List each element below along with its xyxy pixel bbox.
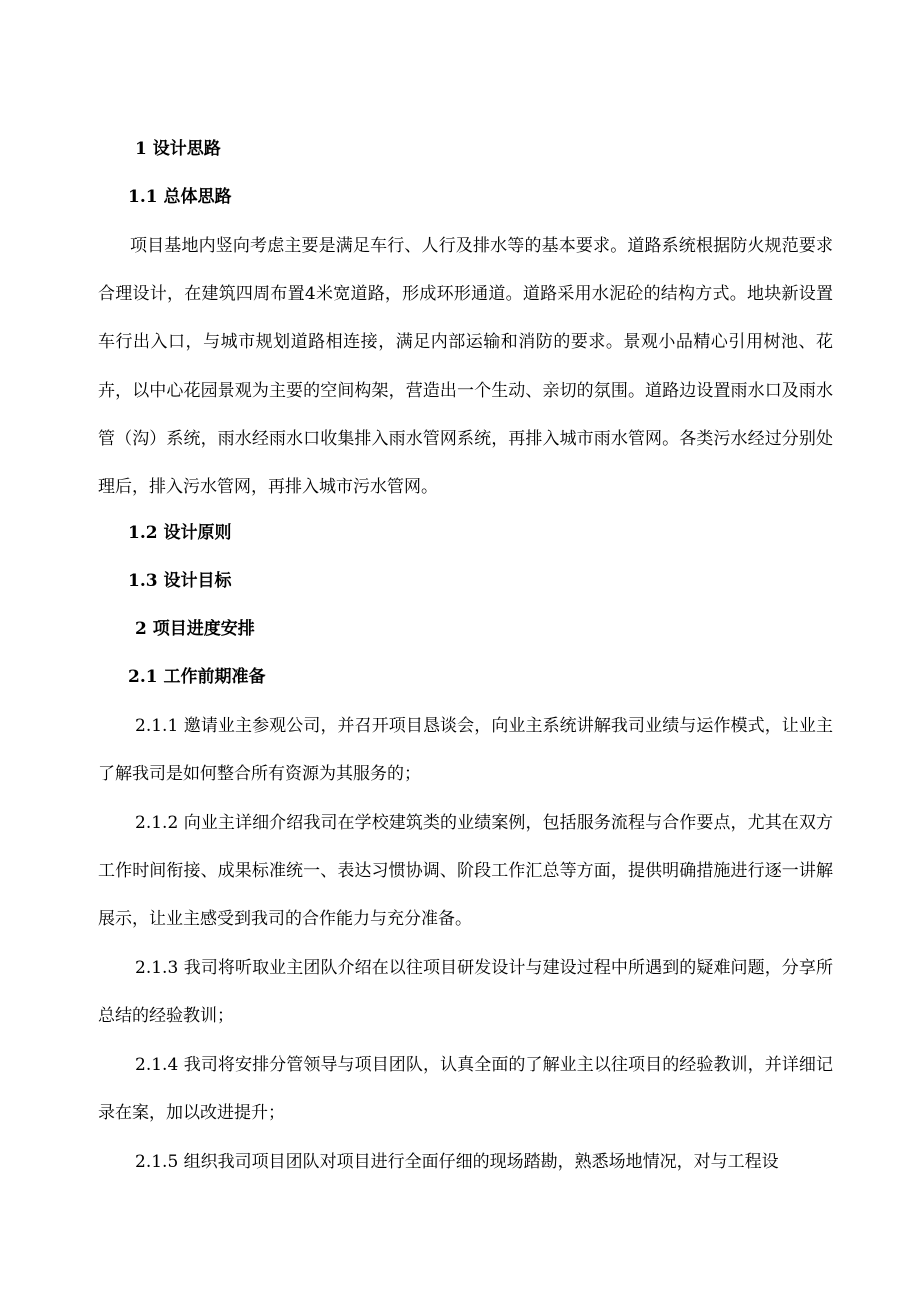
list-item: 2.1.3 我司将听取业主团队介绍在以往项目研发设计与建设过程中所遇到的疑难问题，分享所总结的经验教训； — [98, 958, 833, 1027]
heading-1-3-design-goals: 1.3 设计目标 — [128, 571, 232, 591]
heading-1-2-design-principles: 1.2 设计原则 — [128, 523, 232, 543]
heading-1-design-approach: 1 设计思路 — [135, 139, 221, 159]
heading-1-1-overall-approach: 1.1 总体思路 — [128, 187, 232, 207]
paragraph-overall-approach: 项目基地内竖向考虑主要是满足车行、人行及排水等的基本要求。道路系统根据防火规范要求合理设计，在建筑四周布置4米宽道路，形成环形通道。道路采用水泥砼的结构方式。地块新设置车行出入口，与城市规划道路相连接，满足内部运输和消防的要求。景观小品精心引用树池、花卉，以中心花园景观为主要的空间构架，营造出一个生动、亲切的氛围。道路边设置雨水口及雨水管（沟）系统，雨水经雨水口收集排入雨水管网系统，再排入城市雨水管网。各类污水经过分别处理后，排入污水管网，再排入城市污水管网。 — [98, 236, 833, 498]
list-item: 2.1.1 邀请业主参观公司，并召开项目恳谈会，向业主系统讲解我司业绩与运作模式，让业主了解我司是如何整合所有资源为其服务的； — [98, 716, 833, 785]
heading-2-project-schedule: 2 项目进度安排 — [135, 619, 255, 639]
list-item: 2.1.5 组织我司项目团队对项目进行全面仔细的现场踏勘，熟悉场地情况，对与工程设 — [135, 1152, 779, 1172]
list-item: 2.1.4 我司将安排分管领导与项目团队，认真全面的了解业主以往项目的经验教训，并详细记录在案，加以改进提升； — [98, 1055, 833, 1124]
heading-2-1-preliminary-work: 2.1 工作前期准备 — [128, 667, 266, 687]
list-item: 2.1.2 向业主详细介绍我司在学校建筑类的业绩案例，包括服务流程与合作要点，尤其在双方工作时间衔接、成果标准统一、表达习惯协调、阶段工作汇总等方面，提供明确措施进行逐一讲解展示，让业主感受到我司的合作能力与充分准备。 — [98, 813, 833, 930]
